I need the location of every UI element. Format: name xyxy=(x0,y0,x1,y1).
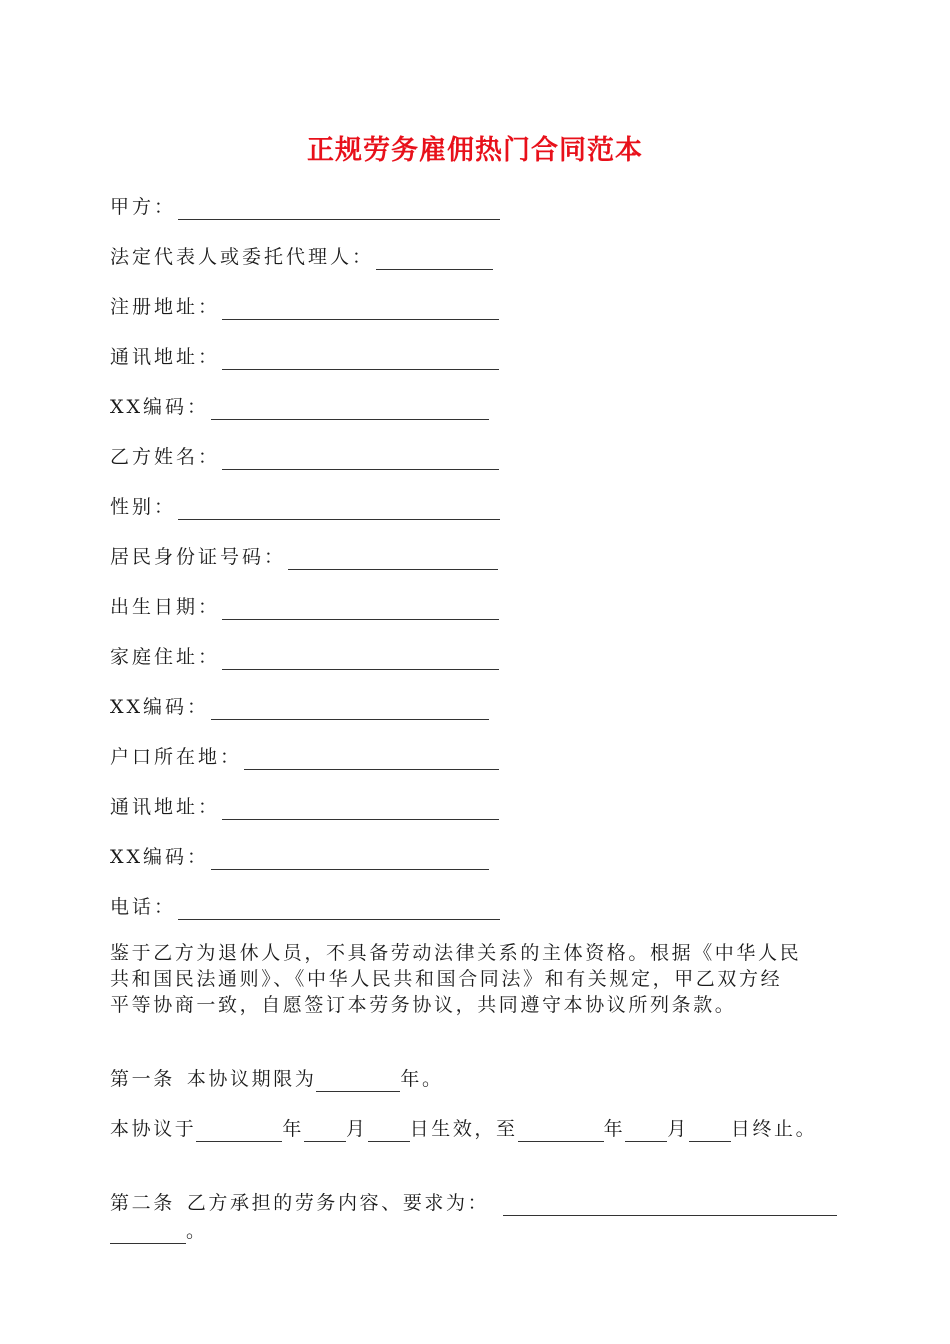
field-mailing-address-a xyxy=(110,344,499,370)
blank-line[interactable] xyxy=(625,1121,667,1142)
field-label: 居民身份证号码： xyxy=(110,546,287,568)
blank-line[interactable] xyxy=(211,849,489,870)
field-party-a xyxy=(110,194,500,220)
article-text: 乙方承担的劳务内容、要求为： xyxy=(186,1192,490,1214)
blank-line[interactable] xyxy=(222,649,499,670)
effective-text: 本协议于 xyxy=(110,1118,197,1140)
article-2 xyxy=(110,1190,837,1216)
effective-text: 日终止。 xyxy=(730,1118,818,1140)
field-mailing-address-b xyxy=(110,794,499,820)
blank-line[interactable] xyxy=(222,599,499,620)
blank-line[interactable] xyxy=(222,449,499,470)
blank-line[interactable] xyxy=(110,1223,186,1244)
blank-line[interactable] xyxy=(222,799,499,820)
field-label: 出生日期： xyxy=(110,596,221,618)
effective-period xyxy=(110,1116,817,1142)
blank-line[interactable] xyxy=(222,349,499,370)
article-heading: 第二条 xyxy=(110,1192,175,1214)
blank-line[interactable] xyxy=(222,299,499,320)
field-label: 性别： xyxy=(110,496,177,518)
field-birth-date xyxy=(110,594,499,620)
field-id-number xyxy=(110,544,498,570)
article-1 xyxy=(110,1066,444,1092)
field-gender xyxy=(110,494,500,520)
field-label: 乙方姓名： xyxy=(110,446,221,468)
blank-line[interactable] xyxy=(689,1121,731,1142)
article-2-continuation xyxy=(110,1218,208,1244)
field-label: 电话： xyxy=(110,896,177,918)
article-text: 年。 xyxy=(400,1068,444,1090)
preamble-line: 共和国民法通则》、《中华人民共和国合同法》和有关规定，甲乙双方经 xyxy=(110,968,783,990)
field-legal-representative xyxy=(110,244,493,270)
blank-line[interactable] xyxy=(518,1121,604,1142)
effective-text: 月 xyxy=(346,1118,368,1140)
article-text: 本协议期限为 xyxy=(186,1068,317,1090)
field-label: 法定代表人或委托代理人： xyxy=(110,246,375,268)
field-party-b-name xyxy=(110,444,499,470)
field-postal-code-c xyxy=(110,844,489,870)
field-label: 甲方： xyxy=(110,196,177,218)
preamble-line: 平等协商一致，自愿签订本劳务协议，共同遵守本协议所列条款。 xyxy=(110,994,737,1016)
field-label: 通讯地址： xyxy=(110,796,221,818)
document-title: 正规劳务雇佣热门合同范本 xyxy=(307,135,643,166)
field-label: 家庭住址： xyxy=(110,646,221,668)
effective-text: 年 xyxy=(282,1118,305,1140)
blank-line[interactable] xyxy=(316,1071,400,1092)
preamble-line: 鉴于乙方为退休人员，不具备劳动法律关系的主体资格。根据《中华人民 xyxy=(110,942,802,964)
preamble-paragraph xyxy=(110,940,845,1018)
effective-text: 月 xyxy=(667,1118,689,1140)
field-household-registration xyxy=(110,744,499,770)
field-label: XX编码： xyxy=(110,846,210,868)
field-label: XX编码： xyxy=(110,696,210,718)
field-registered-address xyxy=(110,294,499,320)
field-postal-code-a xyxy=(110,394,489,420)
article-heading: 第一条 xyxy=(110,1068,175,1090)
blank-line[interactable] xyxy=(288,549,498,570)
blank-line[interactable] xyxy=(211,699,489,720)
blank-line[interactable] xyxy=(244,749,499,770)
blank-line[interactable] xyxy=(178,499,500,520)
field-label: 通讯地址： xyxy=(110,346,221,368)
blank-line[interactable] xyxy=(503,1195,837,1216)
field-home-address xyxy=(110,644,499,670)
field-label: 户口所在地： xyxy=(110,746,243,768)
blank-line[interactable] xyxy=(178,199,500,220)
blank-line[interactable] xyxy=(368,1121,410,1142)
field-postal-code-b xyxy=(110,694,489,720)
article-text: 。 xyxy=(186,1220,208,1242)
effective-text: 年 xyxy=(603,1118,626,1140)
blank-line[interactable] xyxy=(211,399,489,420)
field-phone xyxy=(110,894,500,920)
field-label: XX编码： xyxy=(110,396,210,418)
blank-line[interactable] xyxy=(196,1121,282,1142)
blank-line[interactable] xyxy=(178,899,500,920)
effective-text: 日生效，至 xyxy=(409,1118,518,1140)
field-label: 注册地址： xyxy=(110,296,221,318)
blank-line[interactable] xyxy=(304,1121,346,1142)
blank-line[interactable] xyxy=(376,249,493,270)
